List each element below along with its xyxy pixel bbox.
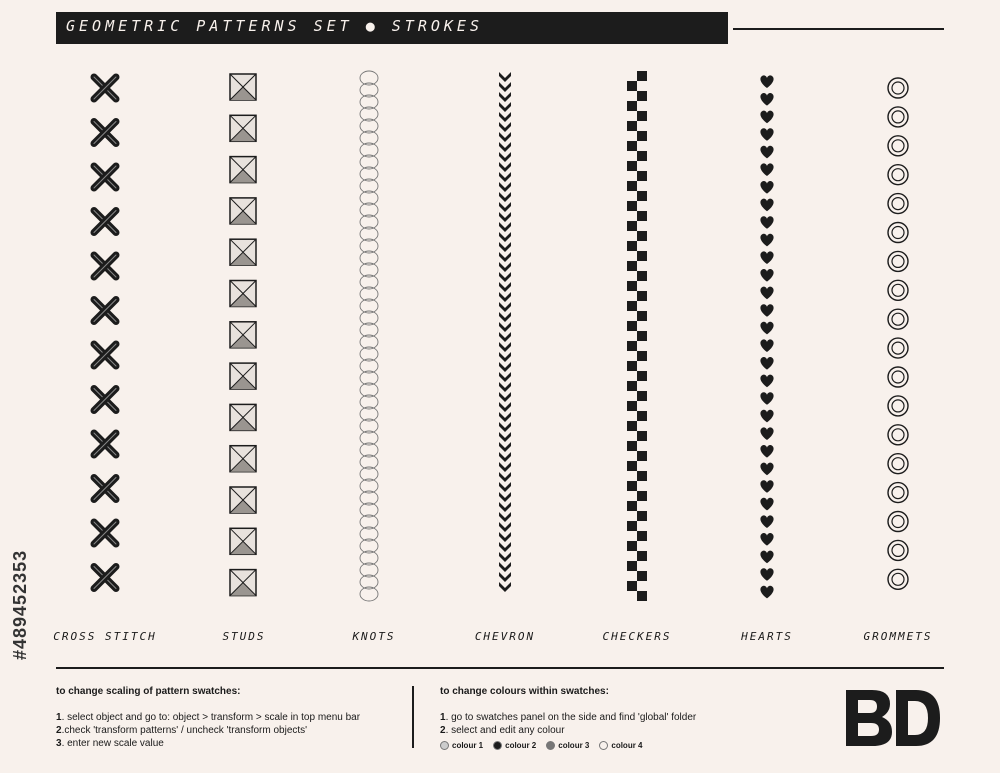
chevron-icon (499, 392, 511, 402)
label-grommets: GROMMETS (863, 630, 933, 643)
swatch-dot-icon (546, 741, 555, 750)
chevron-icon (499, 482, 511, 492)
checker-square (637, 591, 647, 601)
chevron-icon (499, 152, 511, 162)
cross-stitch-icon (94, 122, 116, 144)
heart-icon (760, 199, 773, 212)
heart-icon (760, 480, 773, 493)
heart-icon (760, 75, 773, 88)
chevron-icon (499, 302, 511, 312)
chevron-icon (499, 102, 511, 112)
grommet-icon (888, 223, 908, 243)
chevron-icon (499, 472, 511, 482)
grommet-icon (888, 309, 908, 329)
heart-icon (760, 128, 773, 141)
checker-square (637, 531, 647, 541)
checker-square (637, 171, 647, 181)
grommets-pattern (886, 70, 910, 602)
checker-square (627, 461, 637, 471)
colour-heading: to change colours within swatches: (440, 686, 609, 697)
chevron-icon (499, 372, 511, 382)
cross-stitch-pattern (85, 70, 125, 602)
checker-square (637, 211, 647, 221)
cross-stitch-icon (94, 255, 116, 277)
checker-square (627, 181, 637, 191)
top-rule (733, 28, 944, 30)
stud-icon (230, 446, 256, 472)
chevron-icon (499, 312, 511, 322)
heart-icon (760, 586, 773, 599)
page-title: GEOMETRIC PATTERNS SET ● STROKES (66, 17, 483, 35)
chevron-icon (499, 332, 511, 342)
chevron-icon (499, 82, 511, 92)
chevron-icon (499, 242, 511, 252)
heart-icon (760, 163, 773, 176)
checker-square (627, 321, 637, 331)
checker-square (627, 261, 637, 271)
heart-icon (760, 111, 773, 124)
label-checkers: CHECKERS (602, 630, 672, 643)
cross-stitch-icon (94, 344, 116, 366)
stock-id: #489452353 (10, 549, 30, 660)
stud-icon (230, 487, 256, 513)
cross-stitch-icon (94, 77, 116, 99)
heart-icon (760, 427, 773, 440)
vertical-divider (412, 686, 414, 748)
heart-icon (760, 357, 773, 370)
heart-icon (760, 251, 773, 264)
stud-icon (230, 363, 256, 389)
chevron-icon (499, 202, 511, 212)
checker-square (637, 571, 647, 581)
checker-square (637, 151, 647, 161)
heart-icon (760, 410, 773, 423)
checker-square (637, 311, 647, 321)
checker-square (637, 131, 647, 141)
heart-icon (760, 498, 773, 511)
grommet-icon (888, 136, 908, 156)
grommet-icon (888, 367, 908, 387)
chevron-icon (499, 322, 511, 332)
checker-square (627, 561, 637, 571)
chevron-icon (499, 562, 511, 572)
cross-stitch-icon (94, 166, 116, 188)
scaling-step: 3. enter new scale value (56, 738, 164, 749)
heart-icon (760, 322, 773, 335)
chevron-icon (499, 72, 511, 82)
heart-icon (760, 551, 773, 564)
checker-square (637, 351, 647, 361)
cross-stitch-icon (94, 478, 116, 500)
colour-step: 2. select and edit any colour (440, 725, 565, 736)
chevron-icon (499, 92, 511, 102)
scaling-instructions (56, 685, 401, 750)
chevron-icon (499, 172, 511, 182)
chevron-icon (499, 222, 511, 232)
chevron-icon (499, 212, 511, 222)
grommet-icon (888, 425, 908, 445)
checker-square (627, 101, 637, 111)
chevron-icon (499, 452, 511, 462)
checker-square (627, 141, 637, 151)
grommet-icon (888, 78, 908, 98)
cross-stitch-icon (94, 522, 116, 544)
bd-logo (842, 690, 942, 746)
checker-square (637, 91, 647, 101)
scaling-heading: to change scaling of pattern swatches: (56, 686, 241, 697)
cross-stitch-icon (94, 433, 116, 455)
stud-icon (230, 528, 256, 554)
checker-square (627, 121, 637, 131)
checker-square (627, 241, 637, 251)
checker-square (637, 491, 647, 501)
label-studs: STUDS (222, 630, 266, 643)
chevron-icon (499, 442, 511, 452)
cross-stitch-icon (94, 300, 116, 322)
checker-square (627, 441, 637, 451)
checker-square (627, 361, 637, 371)
heart-icon (760, 216, 773, 229)
cross-stitch-icon (94, 389, 116, 411)
checker-square (627, 541, 637, 551)
swatch-dot-icon (440, 741, 449, 750)
heart-icon (760, 339, 773, 352)
heart-icon (760, 304, 773, 317)
swatch-dot-icon (493, 741, 502, 750)
checker-square (627, 421, 637, 431)
checker-square (627, 521, 637, 531)
checker-square (637, 111, 647, 121)
grommet-icon (888, 165, 908, 185)
grommet-icon (888, 540, 908, 560)
knots-pattern (358, 70, 380, 602)
hearts-pattern (757, 70, 777, 602)
stud-icon (230, 74, 256, 100)
chevron-icon (499, 522, 511, 532)
grommet-icon (888, 569, 908, 589)
chevron-icon (499, 192, 511, 202)
checker-square (627, 341, 637, 351)
swatch-colour-2: colour 2 (493, 739, 536, 752)
label-knots: KNOTS (352, 630, 396, 643)
checkers-pattern (627, 70, 647, 602)
stud-icon (230, 157, 256, 183)
grommet-icon (888, 251, 908, 271)
stud-icon (230, 239, 256, 265)
heart-icon (760, 515, 773, 528)
heart-icon (760, 568, 773, 581)
grommet-icon (888, 338, 908, 358)
chevron-icon (499, 182, 511, 192)
chevron-icon (499, 262, 511, 272)
chevron-icon (499, 252, 511, 262)
checker-square (637, 511, 647, 521)
stud-icon (230, 322, 256, 348)
chevron-icon (499, 432, 511, 442)
chevron-icon (499, 552, 511, 562)
colour-step: 1. go to swatches panel on the side and find 'global' folder (440, 712, 697, 723)
checker-square (637, 291, 647, 301)
chevron-icon (499, 122, 511, 132)
chevron-icon (499, 542, 511, 552)
cross-stitch-icon (94, 567, 116, 589)
chevron-icon (499, 342, 511, 352)
chevron-icon (499, 162, 511, 172)
chevron-icon (499, 502, 511, 512)
chevron-icon (499, 142, 511, 152)
checker-square (627, 501, 637, 511)
heart-icon (760, 287, 773, 300)
stud-icon (230, 281, 256, 307)
swatch-dot-icon (599, 741, 608, 750)
checker-square (627, 201, 637, 211)
label-chevron: CHEVRON (474, 630, 536, 643)
chevron-icon (499, 282, 511, 292)
checker-square (637, 71, 647, 81)
scaling-step: 1. select object and go to: object > transform > scale in top menu bar (56, 712, 361, 723)
heart-icon (760, 93, 773, 106)
chevron-icon (499, 382, 511, 392)
heart-icon (760, 234, 773, 247)
checker-square (627, 481, 637, 491)
chevron-icon (499, 352, 511, 362)
checker-square (627, 281, 637, 291)
chevron-icon (499, 512, 511, 522)
grommet-icon (888, 483, 908, 503)
scaling-step: 2.check 'transform patterns' / uncheck 'transform objects' (56, 725, 308, 736)
checker-square (637, 271, 647, 281)
cross-stitch-icon (94, 211, 116, 233)
grommet-icon (888, 107, 908, 127)
heart-icon (760, 146, 773, 159)
checker-square (627, 81, 637, 91)
chevron-icon (499, 232, 511, 242)
chevron-icon (499, 532, 511, 542)
stud-icon (230, 198, 256, 224)
checker-square (637, 231, 647, 241)
checker-square (627, 301, 637, 311)
grommet-icon (888, 512, 908, 532)
chevron-icon (499, 132, 511, 142)
swatch-colour-1: colour 1 (440, 739, 483, 752)
checker-square (627, 381, 637, 391)
checker-square (637, 251, 647, 261)
heart-icon (760, 269, 773, 282)
label-hearts: HEARTS (741, 630, 793, 643)
checker-square (637, 431, 647, 441)
stud-icon (230, 570, 256, 596)
checker-square (637, 331, 647, 341)
heart-icon (760, 445, 773, 458)
studs-pattern (228, 70, 260, 602)
checker-square (637, 451, 647, 461)
label-cross-stitch: CROSS STITCH (53, 630, 157, 643)
chevron-icon (499, 112, 511, 122)
grommet-icon (888, 280, 908, 300)
swatch-legend (440, 739, 820, 752)
chevron-icon (499, 272, 511, 282)
colour-instructions (440, 685, 820, 752)
chevron-icon (499, 582, 511, 592)
checker-square (637, 551, 647, 561)
checker-square (637, 471, 647, 481)
stud-icon (230, 115, 256, 141)
chevron-icon (499, 362, 511, 372)
swatch-colour-3: colour 3 (546, 739, 589, 752)
chevron-icon (499, 422, 511, 432)
chevron-icon (499, 492, 511, 502)
checker-square (627, 221, 637, 231)
stud-icon (230, 404, 256, 430)
chevron-icon (499, 572, 511, 582)
chevron-icon (499, 292, 511, 302)
heart-icon (760, 463, 773, 476)
checker-square (637, 391, 647, 401)
heart-icon (760, 392, 773, 405)
grommet-icon (888, 396, 908, 416)
checker-square (627, 401, 637, 411)
heart-icon (760, 181, 773, 194)
grommet-icon (888, 454, 908, 474)
checker-square (627, 161, 637, 171)
checker-square (637, 411, 647, 421)
checker-square (637, 191, 647, 201)
grommet-icon (888, 194, 908, 214)
checker-square (637, 371, 647, 381)
chevron-icon (499, 412, 511, 422)
heart-icon (760, 375, 773, 388)
checker-square (627, 581, 637, 591)
chevron-pattern (496, 70, 514, 602)
chevron-icon (499, 402, 511, 412)
swatch-colour-4: colour 4 (599, 739, 642, 752)
chevron-icon (499, 462, 511, 472)
heart-icon (760, 533, 773, 546)
divider-rule (56, 667, 944, 669)
